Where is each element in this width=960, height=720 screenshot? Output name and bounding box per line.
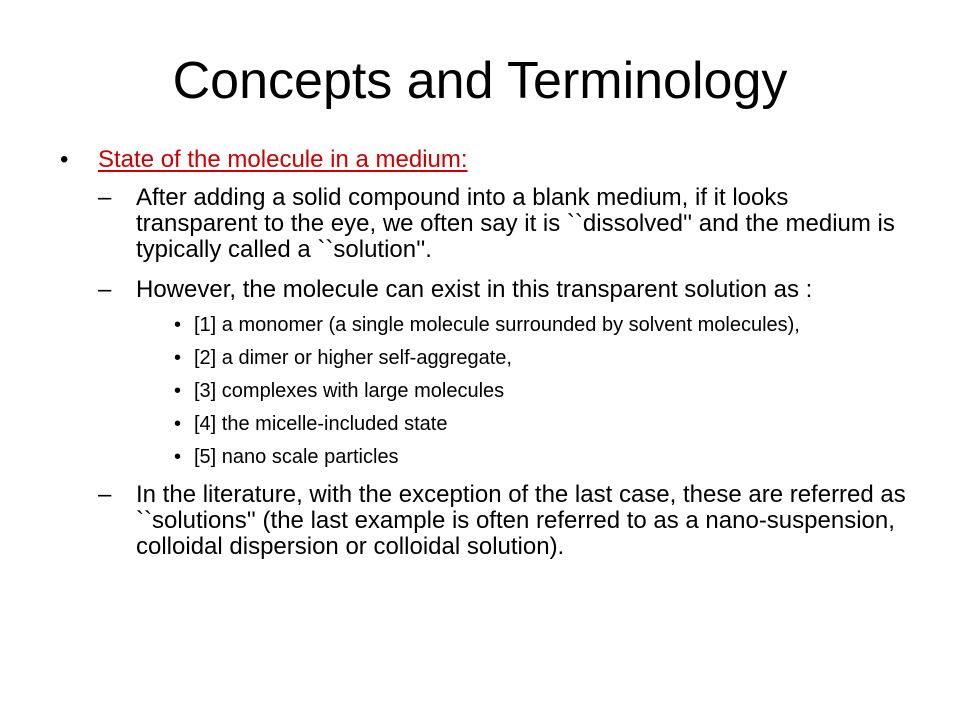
- sub-point-item: [174, 381, 910, 402]
- sub-point-item: [174, 414, 910, 435]
- sub-point-text: [2] a dimer or higher self-aggregate,: [194, 347, 512, 369]
- dash-icon: –: [98, 184, 112, 211]
- sub-point-text: [3] complexes with large molecules: [194, 380, 505, 402]
- sub-point-item: [174, 348, 910, 369]
- bullet-icon: •: [174, 380, 182, 402]
- point-item: [98, 277, 910, 468]
- section-bullet: [60, 146, 910, 173]
- point-text: After adding a solid compound into a blank medium, if it looks transparent to the eye, we often say it is ``dissolved'' and the medium is typically called a ``solution''.: [136, 184, 895, 263]
- slide-content: [60, 146, 910, 560]
- sub-point-item: [174, 447, 910, 468]
- bullet-icon: •: [60, 146, 69, 173]
- bullet-icon: •: [174, 413, 182, 435]
- point-item: [98, 482, 910, 560]
- bullet-icon: •: [174, 446, 182, 468]
- sub-point-item: [174, 315, 910, 336]
- point-text: However, the molecule can exist in this transparent solution as :: [136, 276, 813, 303]
- point-item: [98, 185, 910, 263]
- section-heading: State of the molecule in a medium:: [98, 146, 468, 173]
- bullet-icon: •: [174, 314, 182, 336]
- sub-point-text: [1] a monomer (a single molecule surrounded by solvent molecules),: [194, 314, 800, 336]
- sub-point-list: [174, 315, 910, 468]
- dash-icon: –: [98, 276, 112, 303]
- sub-point-text: [4] the micelle-included state: [194, 413, 448, 435]
- sub-point-text: [5] nano scale particles: [194, 446, 399, 468]
- slide-title: Concepts and Terminology: [172, 52, 788, 110]
- point-text: In the literature, with the exception of the last case, these are referred as ``solutions'' (the last example is often referred to as a nano-suspension, colloidal dispersion or colloidal solution).: [136, 481, 906, 560]
- dash-icon: –: [98, 481, 112, 508]
- bullet-icon: •: [174, 347, 182, 369]
